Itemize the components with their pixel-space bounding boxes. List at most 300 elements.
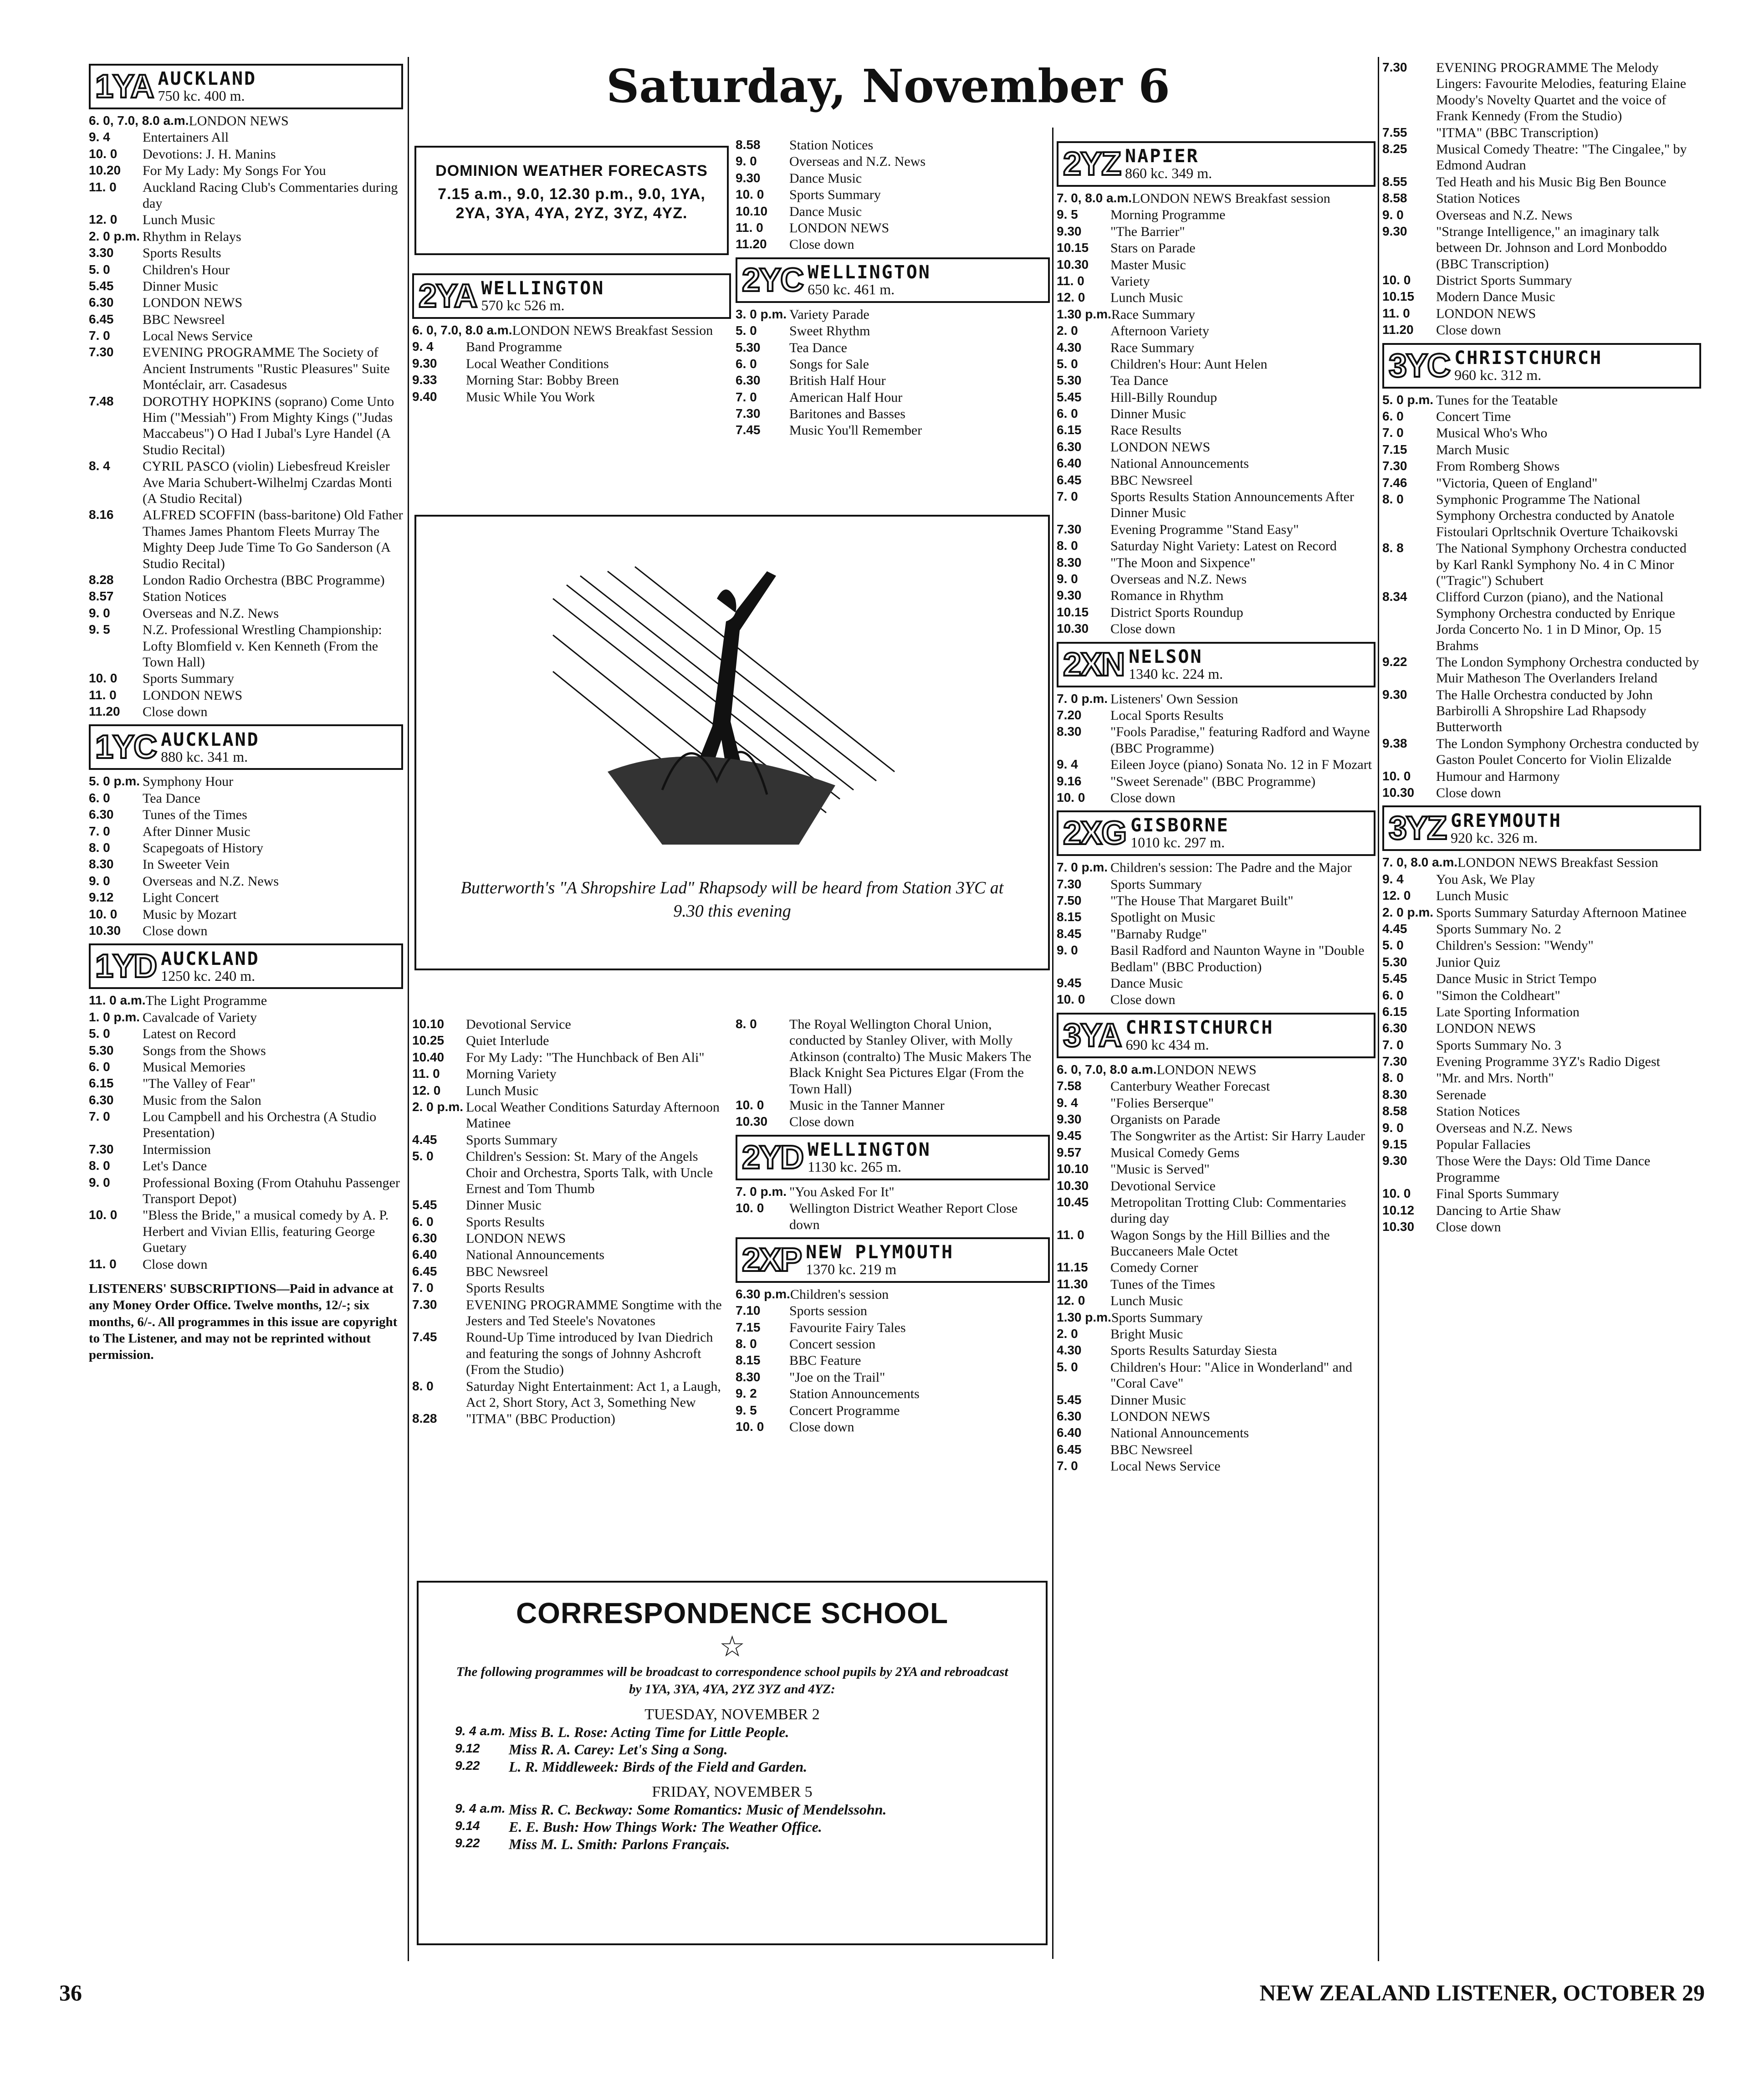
programme-title: Lunch Music xyxy=(1436,888,1509,904)
programme-time: 7. 0 xyxy=(1057,1459,1078,1473)
programme-title: Overseas and N.Z. News xyxy=(789,154,926,169)
programme-time: 7.45 xyxy=(412,1330,437,1344)
star-icon: ☆ xyxy=(719,1630,746,1663)
programme-time: 8. 0 xyxy=(1057,538,1078,553)
programme-title: Eileen Joyce (piano) Sonata No. 12 in F Mozart xyxy=(1110,757,1372,773)
programme-time: 10. 0 xyxy=(736,1097,764,1112)
publication-footer: NEW ZEALAND LISTENER, OCTOBER 29 xyxy=(1259,1980,1705,2005)
programme-time: 8.28 xyxy=(412,1411,437,1426)
programme-time: 11. 0 a.m. xyxy=(89,993,146,1008)
programme-time: 9.22 xyxy=(455,1758,480,1773)
programme-item xyxy=(89,907,403,922)
programme-title: BBC Newsreel xyxy=(1110,1442,1193,1457)
programme-item xyxy=(1057,1425,1375,1441)
programme-time: 9.33 xyxy=(412,373,437,387)
programme-item xyxy=(1057,757,1375,773)
programme-title: Miss B. L. Rose: Acting Time for Little People. xyxy=(509,1724,789,1741)
programme-item xyxy=(89,113,403,129)
programme-time: 9. 0 xyxy=(89,1175,110,1189)
programme-time: 9. 0 xyxy=(89,605,110,620)
programme-item xyxy=(1057,1194,1375,1227)
programme-time: 9.40 xyxy=(412,389,437,404)
programme-item xyxy=(89,790,403,806)
programme-time: 1. 0 p.m. xyxy=(89,1010,140,1024)
station-frequency: 920 kc. 326 m. xyxy=(1451,829,1538,846)
programme-title: Morning Variety xyxy=(466,1066,557,1082)
programme-time: 9.30 xyxy=(1382,224,1407,238)
programme-item xyxy=(89,1256,403,1272)
programme-time: 5. 0 xyxy=(89,262,110,277)
programme-title: Devotional Service xyxy=(1110,1178,1216,1194)
programme-time: 10.30 xyxy=(1382,785,1415,800)
programme-item xyxy=(1057,207,1375,223)
programme-title: For My Lady: My Songs For You xyxy=(143,163,326,179)
programme-title: N.Z. Professional Wrestling Championship: Lofty Blomfield v. Ken Kenneth (From the Town Hall) xyxy=(143,622,382,670)
programme-title: You Ask, We Play xyxy=(1436,871,1535,887)
programme-item xyxy=(736,1369,1050,1385)
programme-item xyxy=(736,236,1050,252)
programme-title: Sports session xyxy=(789,1303,867,1319)
programme-item xyxy=(412,1329,731,1378)
station-frequency: 1370 kc. 219 m xyxy=(806,1261,897,1278)
programme-time: 7. 0 xyxy=(1382,1037,1404,1052)
programme-time: 6.30 xyxy=(89,1092,114,1107)
programme-title: "You Asked For It" xyxy=(789,1184,895,1199)
programme-title: CYRIL PASCO (violin) Liebesfreud Kreisler Ave Maria Schubert-Wilhelmj Czardas Monti (A Studio Recital) xyxy=(143,459,393,506)
programme-time: 9. 4 xyxy=(412,339,434,354)
programme-time: 11. 0 xyxy=(1057,273,1084,288)
programme-time: 9.45 xyxy=(1057,1128,1082,1143)
programme-item xyxy=(1382,207,1701,223)
programme-item xyxy=(1057,1343,1375,1358)
programme-title: Miss R. C. Beckway: Some Romantics: Music of Mendelssohn. xyxy=(509,1801,887,1818)
programme-time: 8. 0 xyxy=(736,1337,757,1351)
programme-item xyxy=(1382,1153,1701,1185)
programme-title: "Victoria, Queen of England" xyxy=(1436,475,1598,491)
programme-title: Close down xyxy=(1110,621,1176,637)
programme-time: 5.30 xyxy=(1057,373,1082,388)
station-header-2xg xyxy=(1057,810,1375,856)
programme-title: "Bless the Bride," a musical comedy by A. P. Herbert and Vivian Ellis, featuring George Guetary xyxy=(143,1208,389,1256)
programme-title: Dinner Music xyxy=(1110,406,1186,422)
station-frequency: 960 kc. 312 m. xyxy=(1454,366,1542,383)
programme-item xyxy=(89,344,403,393)
programme-time: 6.30 xyxy=(89,295,114,310)
programme-item xyxy=(736,1320,1050,1336)
programme-time: 4.45 xyxy=(1382,921,1407,936)
programme-time: 9. 0 xyxy=(1382,207,1404,222)
programme-title: The National Symphony Orchestra conducted by Karl Rankl Symphony No. 4 in C Minor ("Tragic") Schubert xyxy=(1436,541,1687,588)
programme-item xyxy=(412,339,731,355)
programme-title: Dinner Music xyxy=(1110,1392,1186,1408)
programme-item xyxy=(1382,1020,1701,1036)
programme-item xyxy=(89,993,403,1009)
station-name-block xyxy=(1129,647,1223,682)
programme-time: 4.30 xyxy=(1057,340,1082,354)
programme-title: British Half Hour xyxy=(789,373,886,389)
programme-time: 12. 0 xyxy=(412,1083,441,1097)
programme-title: LONDON NEWS xyxy=(1110,1409,1211,1424)
programme-time: 7.30 xyxy=(1057,522,1082,536)
programme-item xyxy=(1382,475,1701,491)
programme-title: BBC Newsreel xyxy=(466,1264,548,1279)
programme-title: Favourite Fairy Tales xyxy=(789,1320,906,1335)
programme-title: Entertainers All xyxy=(143,130,229,145)
programme-time: 9.14 xyxy=(455,1819,480,1833)
station-header-2yd xyxy=(736,1135,1050,1180)
weather-box xyxy=(414,146,729,255)
programme-time: 10.15 xyxy=(1382,289,1415,304)
station-name-block xyxy=(806,1243,954,1277)
subscription-note: LISTENERS' SUBSCRIPTIONS—Paid in advance at any Money Order Office. Twelve months, 12/-; six months, 6/-. All programmes in this issue are copyright to The Listener, and may not be reprinted without permission. xyxy=(89,1281,398,1362)
programme-title: London Radio Orchestra (BBC Programme) xyxy=(143,572,385,588)
programme-time: 6.40 xyxy=(1057,1425,1082,1440)
programme-time: 7.30 xyxy=(1382,60,1407,74)
programme-time: 7. 0, 8.0 a.m. xyxy=(1057,191,1132,205)
programme-title: Tunes of the Times xyxy=(1110,1276,1215,1292)
programme-title: Station Notices xyxy=(789,138,874,153)
programme-time: 9.30 xyxy=(1057,588,1082,603)
programme-time: 7.30 xyxy=(1382,1054,1407,1069)
programme-item xyxy=(89,923,403,939)
programme-title: March Music xyxy=(1436,442,1509,457)
programme-title: Lunch Music xyxy=(143,212,215,228)
programme-time: 9.22 xyxy=(1382,654,1407,669)
page-number: 36 xyxy=(59,1980,82,2005)
programme-title: From Romberg Shows xyxy=(1436,459,1560,474)
programme-time: 6.30 xyxy=(89,807,114,822)
programme-time: 8. 8 xyxy=(1382,541,1404,555)
programme-time: 5. 0 xyxy=(736,323,757,338)
programme-title: Those Were the Days: Old Time Dance Programme xyxy=(1436,1153,1651,1185)
programme-time: 6. 0, 7.0, 8.0 a.m. xyxy=(89,113,189,128)
programme-time: 7.20 xyxy=(1057,707,1082,722)
programme-time: 11. 0 xyxy=(89,687,117,702)
programme-item xyxy=(412,1264,731,1280)
programme-time: 8. 0 xyxy=(736,1017,757,1031)
programme-time: 8.30 xyxy=(736,1369,761,1384)
programme-title: The Light Programme xyxy=(145,993,267,1009)
programme-time: 7. 0 xyxy=(89,1109,110,1124)
programme-time: 6. 0, 7.0, 8.0 a.m. xyxy=(1057,1062,1157,1076)
programme-item xyxy=(1382,1186,1701,1202)
programme-item xyxy=(1382,1054,1701,1070)
programme-title: Romance in Rhythm xyxy=(1110,588,1224,604)
programme-time: 10. 0 xyxy=(89,907,118,921)
programme-item xyxy=(89,278,403,294)
programme-item xyxy=(1382,1203,1701,1219)
programme-title: Local News Service xyxy=(143,328,253,344)
programme-title: Final Sports Summary xyxy=(1436,1186,1559,1202)
programme-item xyxy=(412,1214,731,1230)
programme-item xyxy=(412,323,731,338)
programme-time: 7. 0 xyxy=(1382,425,1404,440)
programme-time: 9. 2 xyxy=(736,1386,757,1401)
programme-item xyxy=(1057,790,1375,806)
programme-item xyxy=(1057,390,1375,405)
programme-title: Tea Dance xyxy=(1110,373,1168,389)
programme-title: Close down xyxy=(1110,790,1176,805)
programme-item xyxy=(736,1286,1050,1302)
programme-item xyxy=(736,1353,1050,1368)
programme-time: 10. 0 xyxy=(1382,273,1411,287)
programme-time: 6.40 xyxy=(412,1247,437,1262)
programme-time: 8.25 xyxy=(1382,141,1407,156)
programme-title: Master Music xyxy=(1110,257,1186,272)
programme-item xyxy=(89,622,403,670)
programme-item xyxy=(89,1158,403,1174)
programme-item xyxy=(89,840,403,856)
programme-title: Sports Results xyxy=(143,246,221,261)
programme-title: Sports Summary xyxy=(466,1132,557,1148)
column-4 xyxy=(1382,59,1701,1235)
programme-title: Children's Session: St. Mary of the Angels Choir and Orchestra, Sports Talk, with Uncle Ernest and Tom Thumb xyxy=(466,1149,713,1196)
programme-time: 11.15 xyxy=(1057,1260,1088,1275)
programme-title: Station Notices xyxy=(1436,191,1520,206)
programme-title: Concert Programme xyxy=(789,1403,900,1418)
programme-item xyxy=(455,1724,1009,1741)
programme-item xyxy=(1057,571,1375,587)
programme-item xyxy=(1382,785,1701,801)
programme-title: Light Concert xyxy=(143,890,219,906)
programme-title: ALFRED SCOFFIN (bass-baritone) Old Father Thames James Phantom Fleets Murray The Mighty Deep Jude Time To Go Sanderson (A Studio Recital) xyxy=(143,507,403,571)
programme-title: Close down xyxy=(143,923,208,938)
station-header-2xn xyxy=(1057,642,1375,687)
programme-title: "Music is Served" xyxy=(1110,1162,1210,1177)
programme-title: Dancing to Artie Shaw xyxy=(1436,1203,1561,1218)
programme-title: Sports Results xyxy=(466,1281,545,1296)
programme-time: 1.30 p.m. xyxy=(1057,307,1111,321)
programme-time: 11.30 xyxy=(1057,1276,1088,1291)
programme-title: Local News Service xyxy=(1110,1459,1221,1474)
programme-title: Songs from the Shows xyxy=(143,1043,266,1058)
programme-time: 9.15 xyxy=(1382,1137,1407,1152)
programme-time: 7.55 xyxy=(1382,125,1407,139)
programme-item xyxy=(1057,605,1375,620)
call-sign: 1YC xyxy=(95,729,157,766)
programme-time: 10.10 xyxy=(412,1017,445,1031)
programme-item xyxy=(412,1099,731,1132)
call-sign: 2YD xyxy=(742,1139,803,1176)
programme-title: Devotional Service xyxy=(466,1017,571,1032)
programme-item xyxy=(1382,1120,1701,1136)
programme-item xyxy=(736,170,1050,186)
programme-time: 7. 0 p.m. xyxy=(736,1184,787,1199)
programme-item xyxy=(89,1010,403,1025)
station-frequency: 650 kc. 461 m. xyxy=(808,281,895,297)
programme-title: Overseas and N.Z. News xyxy=(143,605,279,621)
programme-item xyxy=(1057,876,1375,892)
programme-time: 2. 0 xyxy=(1057,323,1078,338)
programme-title: Sweet Rhythm xyxy=(789,323,870,339)
programme-title: Dinner Music xyxy=(143,278,218,294)
programme-item xyxy=(1382,1037,1701,1053)
column-2a xyxy=(412,269,731,405)
programme-title: Children's Hour xyxy=(143,262,230,277)
programme-item xyxy=(1382,921,1701,937)
programme-title: Band Programme xyxy=(466,339,562,355)
station-header-3ya xyxy=(1057,1013,1375,1058)
programme-item xyxy=(412,1016,731,1032)
programme-title: Morning Programme xyxy=(1110,207,1226,223)
programme-time: 10.15 xyxy=(1057,241,1089,255)
station-city: NEW PLYMOUTH xyxy=(806,1242,954,1263)
column-2d xyxy=(736,1016,1050,1435)
programme-title: EVENING PROGRAMME The Society of Ancient Instruments "Rustic Pleasures" Suite Montéclair, arr. Casadesus xyxy=(143,345,390,393)
programme-item xyxy=(1382,871,1701,887)
programme-item xyxy=(736,1386,1050,1402)
station-header-2ya xyxy=(412,273,731,319)
programme-time: 5. 0 xyxy=(412,1149,434,1163)
programme-item xyxy=(1057,860,1375,876)
programme-time: 7. 0 xyxy=(89,824,110,838)
programme-item xyxy=(1057,992,1375,1008)
station-frequency: 1340 kc. 224 m. xyxy=(1129,665,1223,682)
programme-item xyxy=(1382,988,1701,1004)
programme-item xyxy=(89,671,403,687)
call-sign: 2YC xyxy=(742,261,803,298)
programme-item xyxy=(1382,174,1701,190)
programme-title: Musical Who's Who xyxy=(1436,425,1548,441)
programme-time: 7.58 xyxy=(1057,1079,1082,1093)
programme-time: 6. 0 xyxy=(89,790,110,805)
programme-item xyxy=(89,146,403,162)
programme-title: Songs for Sale xyxy=(789,356,869,372)
programme-item xyxy=(1057,1260,1375,1276)
programme-title: Sports Results Saturday Siesta xyxy=(1110,1343,1277,1358)
programme-item xyxy=(412,1297,731,1329)
programme-title: Overseas and N.Z. News xyxy=(1436,1120,1573,1136)
programme-item xyxy=(1057,1128,1375,1144)
programme-item xyxy=(89,1076,403,1092)
programme-time: 7.30 xyxy=(1382,459,1407,473)
programme-title: LONDON NEWS xyxy=(1436,1021,1536,1036)
programme-item xyxy=(1382,905,1701,921)
station-name-block xyxy=(1454,348,1602,383)
programme-time: 7.15 xyxy=(1382,442,1407,456)
station-header-3yz xyxy=(1382,805,1701,851)
programme-title: Junior Quiz xyxy=(1436,954,1500,970)
programme-time: 8.30 xyxy=(1382,1087,1407,1102)
station-city: CHRISTCHURCH xyxy=(1454,347,1603,369)
station-name-block xyxy=(161,730,260,765)
call-sign: 2YA xyxy=(419,278,477,314)
programme-time: 5. 0 xyxy=(1057,1359,1078,1374)
station-name-block xyxy=(481,279,604,313)
programme-title: Close down xyxy=(789,237,854,252)
programme-item xyxy=(1057,926,1375,942)
programme-time: 10.30 xyxy=(736,1114,768,1129)
programme-item xyxy=(412,1230,731,1246)
programme-time: 7.10 xyxy=(736,1303,761,1318)
programme-item xyxy=(1382,392,1701,408)
programme-title: BBC Newsreel xyxy=(143,312,225,327)
programme-item xyxy=(89,687,403,703)
programme-item xyxy=(1057,224,1375,240)
programme-title: Comedy Corner xyxy=(1110,1260,1198,1276)
programme-title: "The Valley of Fear" xyxy=(143,1076,256,1092)
shropshire-lad-illustration xyxy=(416,517,1047,858)
programme-title: Close down xyxy=(143,704,208,720)
programme-item xyxy=(89,856,403,872)
programme-time: 6.30 xyxy=(1057,439,1082,454)
programme-title: Lou Campbell and his Orchestra (A Studio Presentation) xyxy=(143,1109,377,1141)
programme-time: 6.45 xyxy=(412,1264,437,1278)
programme-item xyxy=(1057,1112,1375,1128)
programme-time: 2. 0 p.m. xyxy=(1382,905,1434,919)
programme-title: Race Summary xyxy=(1111,307,1195,322)
programme-title: National Announcements xyxy=(1110,456,1249,472)
programme-item xyxy=(89,1092,403,1108)
programme-item xyxy=(736,1184,1050,1200)
station-name-block xyxy=(808,1140,931,1175)
programme-time: 5.45 xyxy=(1382,971,1407,986)
programme-title: Saturday Night Entertainment: Act 1, a Laugh, Act 2, Short Story, Act 3, Something New xyxy=(466,1379,721,1410)
station-city: WELLINGTON xyxy=(808,1139,931,1160)
programme-title: District Sports Roundup xyxy=(1110,605,1243,620)
programme-title: Sports Summary xyxy=(143,671,234,687)
programme-item xyxy=(736,373,1050,389)
programme-title: Sports Results xyxy=(466,1214,545,1230)
station-frequency: 860 kc. 349 m. xyxy=(1125,165,1212,182)
programme-item xyxy=(89,824,403,840)
programme-title: Music by Mozart xyxy=(143,907,237,922)
programme-item xyxy=(1057,1078,1375,1094)
programme-item xyxy=(1057,1062,1375,1078)
correspondence-intro: The following programmes will be broadcast to correspondence school pupils by 2YA and rebroadcast by 1YA, 3YA, 4YA, 2YZ 3YZ and 4YZ: xyxy=(456,1665,1008,1696)
programme-item xyxy=(1057,439,1375,455)
programme-title: Dance Music in Strict Tempo xyxy=(1436,971,1597,987)
programme-time: 9. 0 xyxy=(736,154,757,169)
programme-item xyxy=(412,1050,731,1066)
programme-title: Saturday Night Variety: Latest on Record xyxy=(1110,538,1337,554)
call-sign: 1YA xyxy=(95,68,153,105)
programme-title: Evening Programme "Stand Easy" xyxy=(1110,522,1299,537)
programme-item xyxy=(736,340,1050,356)
programme-item xyxy=(736,422,1050,438)
programme-item xyxy=(89,163,403,179)
programme-item xyxy=(1382,425,1701,441)
programme-time: 9. 0 xyxy=(89,873,110,888)
programme-title: Sports Summary xyxy=(1110,876,1202,892)
programme-time: 6. 0 xyxy=(736,356,757,371)
programme-item xyxy=(1382,1137,1701,1153)
programme-title: Listeners' Own Session xyxy=(1110,691,1238,707)
station-city: WELLINGTON xyxy=(481,278,605,299)
programme-time: 8.55 xyxy=(1382,174,1407,189)
programme-time: 9. 4 xyxy=(89,130,110,144)
programme-item xyxy=(89,605,403,621)
programme-time: 5.30 xyxy=(736,340,761,354)
programme-item xyxy=(736,220,1050,236)
station-header-3yc xyxy=(1382,343,1701,389)
station-frequency: 750 kc. 400 m. xyxy=(158,87,245,104)
programme-time: 11. 0 xyxy=(736,220,763,235)
programme-title: Sports Summary No. 3 xyxy=(1436,1037,1562,1053)
weather-title: DOMINION WEATHER FORECASTS xyxy=(435,162,708,179)
programme-title: "The Moon and Sixpence" xyxy=(1110,555,1256,570)
programme-time: 9. 5 xyxy=(89,622,110,637)
programme-title: EVENING PROGRAMME Songtime with the Jesters and Ted Steele's Novatones xyxy=(466,1297,722,1329)
programme-title: Dinner Music xyxy=(466,1198,542,1213)
column-divider xyxy=(1052,128,1053,1959)
programme-item xyxy=(736,1097,1050,1113)
station-city: GREYMOUTH xyxy=(1451,810,1562,831)
call-sign: 2YZ xyxy=(1063,146,1121,182)
station-city: WELLINGTON xyxy=(808,261,931,283)
programme-time: 5.45 xyxy=(89,278,114,293)
programme-item xyxy=(1057,1458,1375,1474)
